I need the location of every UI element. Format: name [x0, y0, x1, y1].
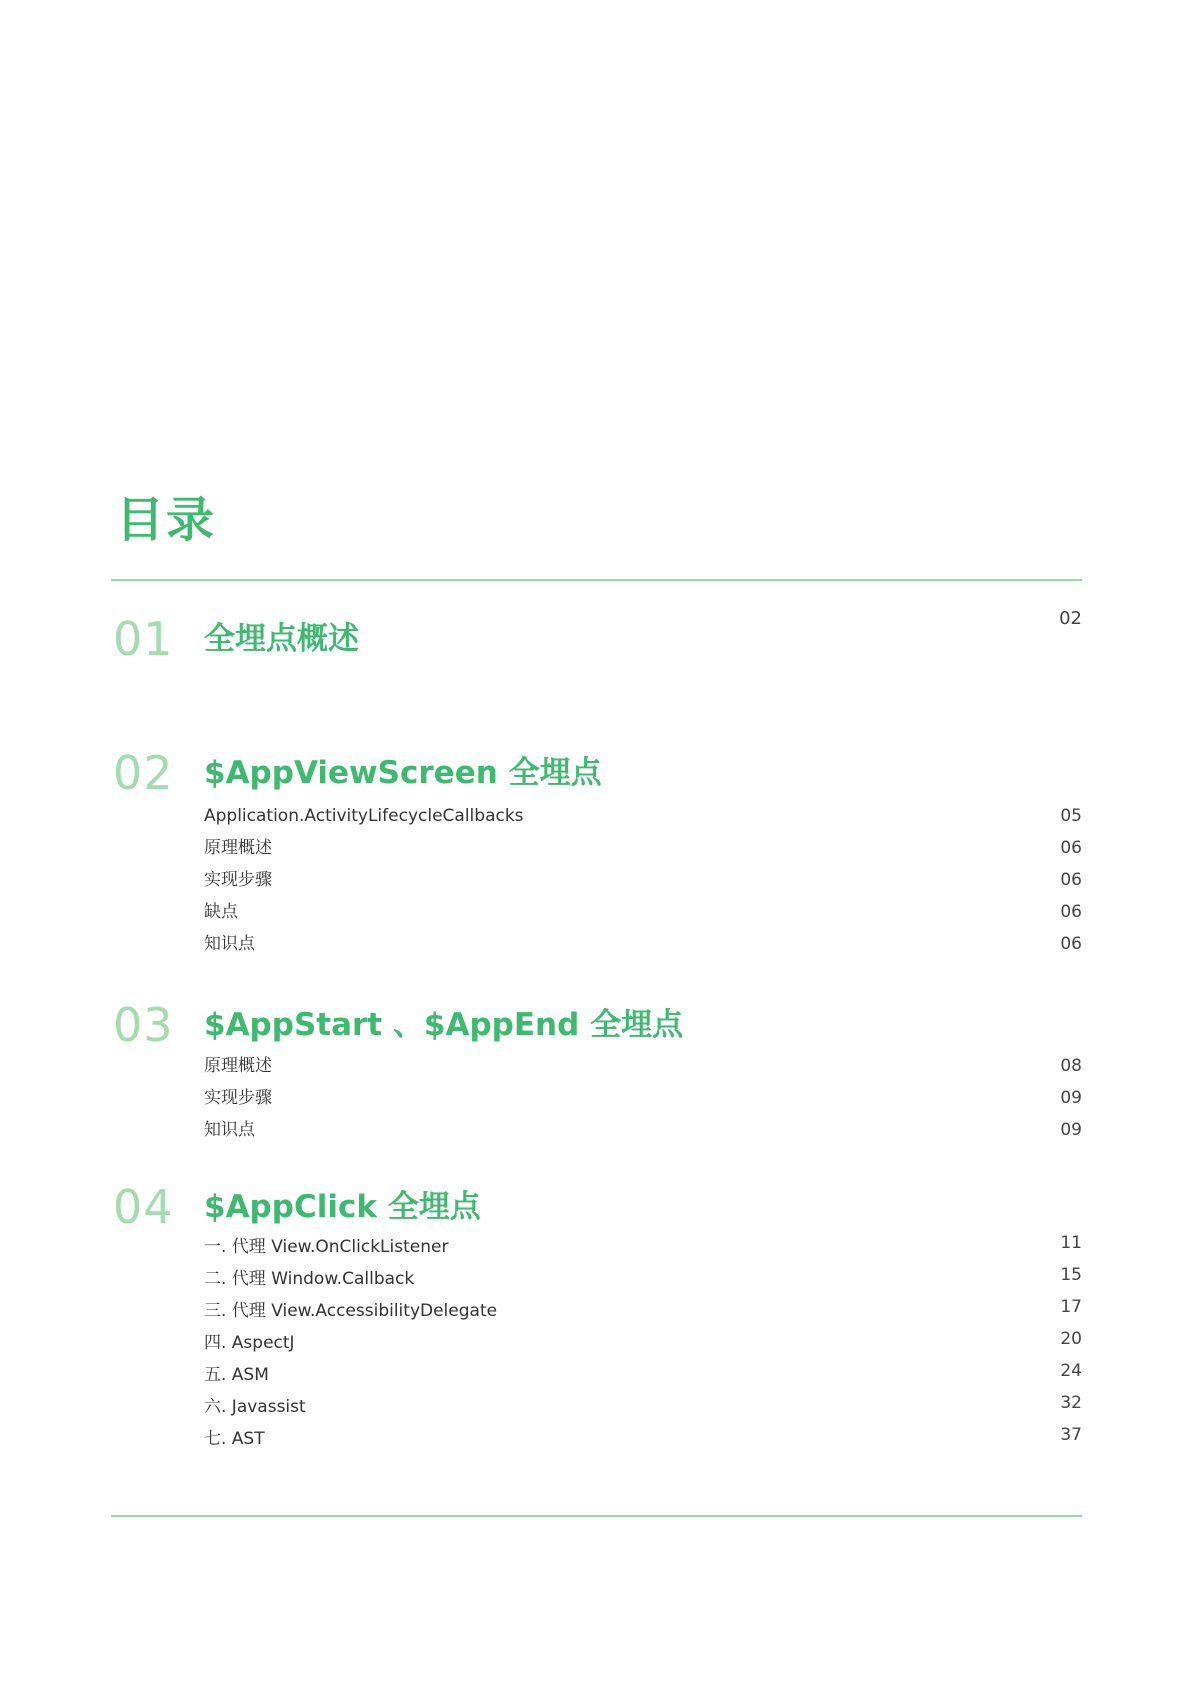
entry-page-number: 06: [1060, 838, 1082, 858]
entry-page-number: 24: [1060, 1361, 1082, 1381]
toc-title: 目录: [116, 492, 217, 548]
chapter-title[interactable]: $AppStart 、$AppEnd 全埋点: [204, 1007, 684, 1043]
entry-page-number: 32: [1060, 1393, 1082, 1413]
toc-entry[interactable]: [111, 1231, 1082, 1263]
entry-label: 原理概述: [204, 838, 272, 858]
entry-label: 缺点: [204, 902, 238, 922]
entry-page-number: 05: [1060, 806, 1082, 826]
entry-page-number: 06: [1060, 870, 1082, 890]
toc-entry[interactable]: [111, 1391, 1082, 1423]
chapter-02: [111, 746, 1082, 966]
entry-page-number: 17: [1060, 1297, 1082, 1317]
entry-label: 知识点: [204, 934, 255, 954]
chapter-03: [111, 998, 1082, 1148]
toc-entry[interactable]: [111, 1263, 1082, 1295]
entry-label: 实现步骤: [204, 870, 272, 890]
entry-page-number: 09: [1060, 1120, 1082, 1140]
chapter-number: 01: [113, 612, 174, 666]
entry-label: 知识点: [204, 1120, 255, 1140]
entry-label: Application.ActivityLifecycleCallbacks: [204, 806, 524, 826]
entry-page-number: 37: [1060, 1425, 1082, 1445]
entry-label: 原理概述: [204, 1056, 272, 1076]
chapter-03-entries: [111, 1050, 1082, 1146]
entry-page-number: 06: [1060, 902, 1082, 922]
chapter-04-entries: [111, 1231, 1082, 1455]
chapter-page-number: 02: [1059, 608, 1082, 629]
chapter-04: [111, 1180, 1082, 1470]
entry-page-number: 20: [1060, 1329, 1082, 1349]
chapter-number: 02: [113, 746, 174, 800]
toc-entry[interactable]: [111, 1082, 1082, 1114]
entry-label: 一. 代理 View.OnClickListener: [204, 1237, 449, 1257]
entry-page-number: 06: [1060, 934, 1082, 954]
toc-entry[interactable]: [111, 1295, 1082, 1327]
toc-entry[interactable]: [111, 864, 1082, 896]
chapter-number: 03: [113, 998, 174, 1052]
chapter-number: 04: [113, 1180, 174, 1234]
toc-entry[interactable]: [111, 1359, 1082, 1391]
chapter-01: [111, 608, 1082, 672]
chapter-title[interactable]: 全埋点概述: [204, 621, 359, 657]
toc-entry[interactable]: [111, 896, 1082, 928]
toc-entry[interactable]: [111, 1050, 1082, 1082]
top-divider: [111, 579, 1082, 581]
toc-entry[interactable]: [111, 832, 1082, 864]
chapter-title[interactable]: $AppClick 全埋点: [204, 1189, 481, 1225]
entry-label: 六. Javassist: [204, 1397, 306, 1417]
chapter-02-entries: [111, 800, 1082, 960]
entry-label: 五. ASM: [204, 1365, 269, 1385]
chapter-title[interactable]: $AppViewScreen 全埋点: [204, 755, 602, 791]
bottom-divider: [111, 1515, 1082, 1517]
toc-entry[interactable]: [111, 1327, 1082, 1359]
entry-label: 七. AST: [204, 1429, 265, 1449]
entry-page-number: 11: [1060, 1233, 1082, 1253]
entry-label: 三. 代理 View.AccessibilityDelegate: [204, 1301, 498, 1321]
entry-page-number: 09: [1060, 1088, 1082, 1108]
entry-page-number: 15: [1060, 1265, 1082, 1285]
entry-page-number: 08: [1060, 1056, 1082, 1076]
entry-label: 四. AspectJ: [204, 1333, 295, 1353]
entry-label: 二. 代理 Window.Callback: [204, 1269, 415, 1289]
toc-entry[interactable]: [111, 1114, 1082, 1146]
entry-label: 实现步骤: [204, 1088, 272, 1108]
toc-entry[interactable]: [111, 928, 1082, 960]
toc-entry[interactable]: [111, 800, 1082, 832]
toc-entry[interactable]: [111, 1423, 1082, 1455]
